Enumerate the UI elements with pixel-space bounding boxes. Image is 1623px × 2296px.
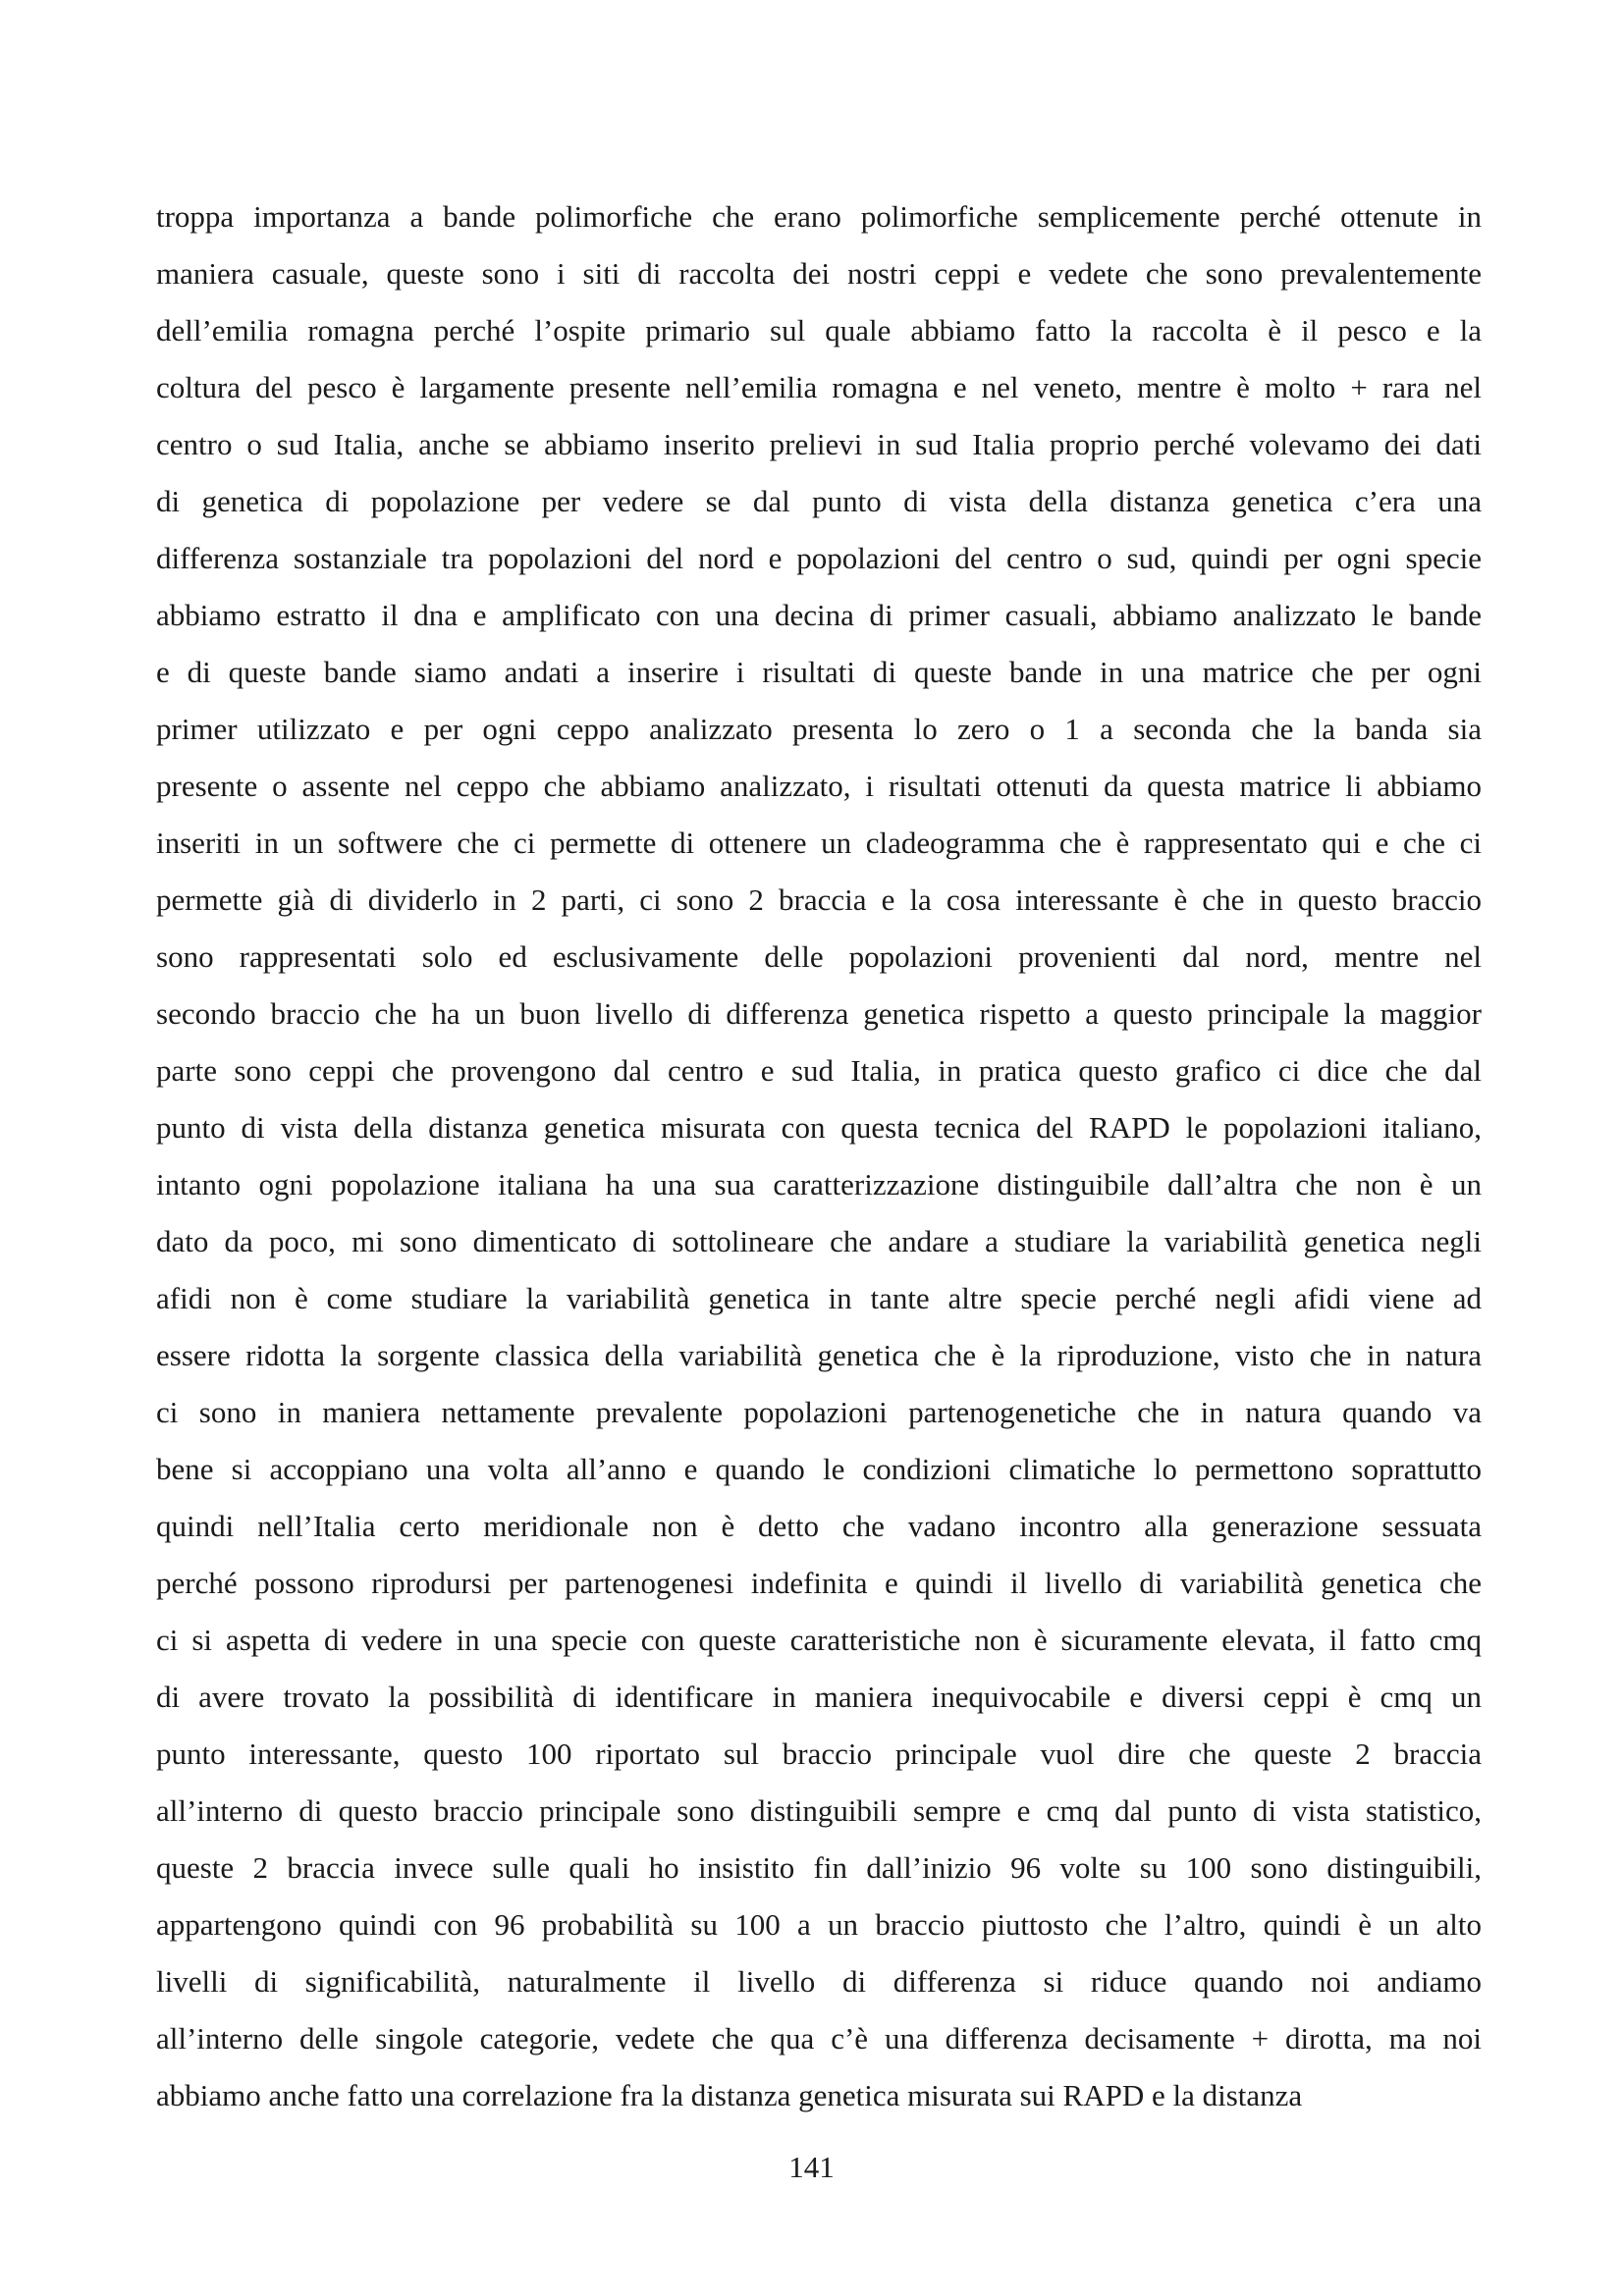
text-line: di genetica di popolazione per vedere se dal punto di vista della distanza genetica c’era una xyxy=(156,484,1482,518)
text-line: parte sono ceppi che provengono dal centro e sud Italia, in pratica questo grafico ci dice che dal xyxy=(156,1053,1482,1088)
text-line: centro o sud Italia, anche se abbiamo inserito prelievi in sud Italia proprio perché volevamo dei dati xyxy=(156,427,1482,461)
text-line: intanto ogni popolazione italiana ha una sua caratterizzazione distinguibile dall’altra che non è un xyxy=(156,1167,1482,1201)
text-line: punto interessante, questo 100 riportato sul braccio principale vuol dire che queste 2 braccia xyxy=(156,1736,1482,1771)
text-line: troppa importanza a bande polimorfiche che erano polimorfiche semplicemente perché ottenute in xyxy=(156,199,1482,234)
text-line: di avere trovato la possibilità di identificare in maniera inequivocabile e diversi ceppi è cmq un xyxy=(156,1680,1482,1714)
text-line: perché possono riprodursi per partenogenesi indefinita e quindi il livello di variabilità genetica che xyxy=(156,1566,1482,1600)
text-line: abbiamo estratto il dna e amplificato con una decina di primer casuali, abbiamo analizzato le bande xyxy=(156,598,1482,632)
text-line: ci sono in maniera nettamente prevalente popolazioni partenogenetiche che in natura quando va xyxy=(156,1395,1482,1429)
text-line: bene si accoppiano una volta all’anno e quando le condizioni climatiche lo permettono soprattutto xyxy=(156,1452,1482,1486)
text-line: coltura del pesco è largamente presente nell’emilia romagna e nel veneto, mentre è molto + rara nel xyxy=(156,370,1482,404)
text-line: secondo braccio che ha un buon livello di differenza genetica rispetto a questo principale la maggior xyxy=(156,996,1482,1031)
text-line: differenza sostanziale tra popolazioni del nord e popolazioni del centro o sud, quindi per ogni specie xyxy=(156,541,1482,575)
text-line: presente o assente nel ceppo che abbiamo analizzato, i risultati ottenuti da questa matrice li abbiamo xyxy=(156,769,1482,803)
text-line: all’interno di questo braccio principale sono distinguibili sempre e cmq dal punto di vista statistico, xyxy=(156,1793,1482,1828)
text-line: livelli di significabilità, naturalmente il livello di differenza si riduce quando noi andiamo xyxy=(156,1964,1482,1999)
text-line: sono rappresentati solo ed esclusivamente delle popolazioni provenienti dal nord, mentre nel xyxy=(156,939,1482,974)
text-line: punto di vista della distanza genetica misurata con questa tecnica del RAPD le popolazioni italiano, xyxy=(156,1110,1482,1145)
text-line: maniera casuale, queste sono i siti di raccolta dei nostri ceppi e vedete che sono prevalentemente xyxy=(156,256,1482,291)
text-line: appartengono quindi con 96 probabilità su 100 a un braccio piuttosto che l’altro, quindi è un alto xyxy=(156,1907,1482,1942)
text-line: dell’emilia romagna perché l’ospite primario sul quale abbiamo fatto la raccolta è il pesco e la xyxy=(156,313,1482,347)
text-line: e di queste bande siamo andati a inserire i risultati di queste bande in una matrice che per ogni xyxy=(156,655,1482,689)
text-line: afidi non è come studiare la variabilità genetica in tante altre specie perché negli afidi viene ad xyxy=(156,1281,1482,1315)
text-line: queste 2 braccia invece sulle quali ho insistito fin dall’inizio 96 volte su 100 sono distinguibili, xyxy=(156,1850,1482,1885)
body-text xyxy=(156,188,1482,2124)
page-number: 141 xyxy=(788,2150,835,2184)
text-line: inseriti in un softwere che ci permette di ottenere un cladeogramma che è rappresentato qui e che ci xyxy=(156,826,1482,860)
text-line: quindi nell’Italia certo meridionale non è detto che vadano incontro alla generazione sessuata xyxy=(156,1509,1482,1543)
text-line: all’interno delle singole categorie, vedete che qua c’è una differenza decisamente + dirotta, ma noi xyxy=(156,2021,1482,2056)
text-line: primer utilizzato e per ogni ceppo analizzato presenta lo zero o 1 a seconda che la banda sia xyxy=(156,712,1482,746)
text-line: essere ridotta la sorgente classica della variabilità genetica che è la riproduzione, visto che in natura xyxy=(156,1338,1482,1372)
text-line: ci si aspetta di vedere in una specie con queste caratteristiche non è sicuramente elevata, il fatto cmq xyxy=(156,1623,1482,1657)
text-line: dato da poco, mi sono dimenticato di sottolineare che andare a studiare la variabilità genetica negli xyxy=(156,1224,1482,1258)
text-line: permette già di dividerlo in 2 parti, ci sono 2 braccia e la cosa interessante è che in questo braccio xyxy=(156,882,1482,917)
text-line: abbiamo anche fatto una correlazione fra la distanza genetica misurata sui RAPD e la distanza xyxy=(156,2078,1303,2112)
